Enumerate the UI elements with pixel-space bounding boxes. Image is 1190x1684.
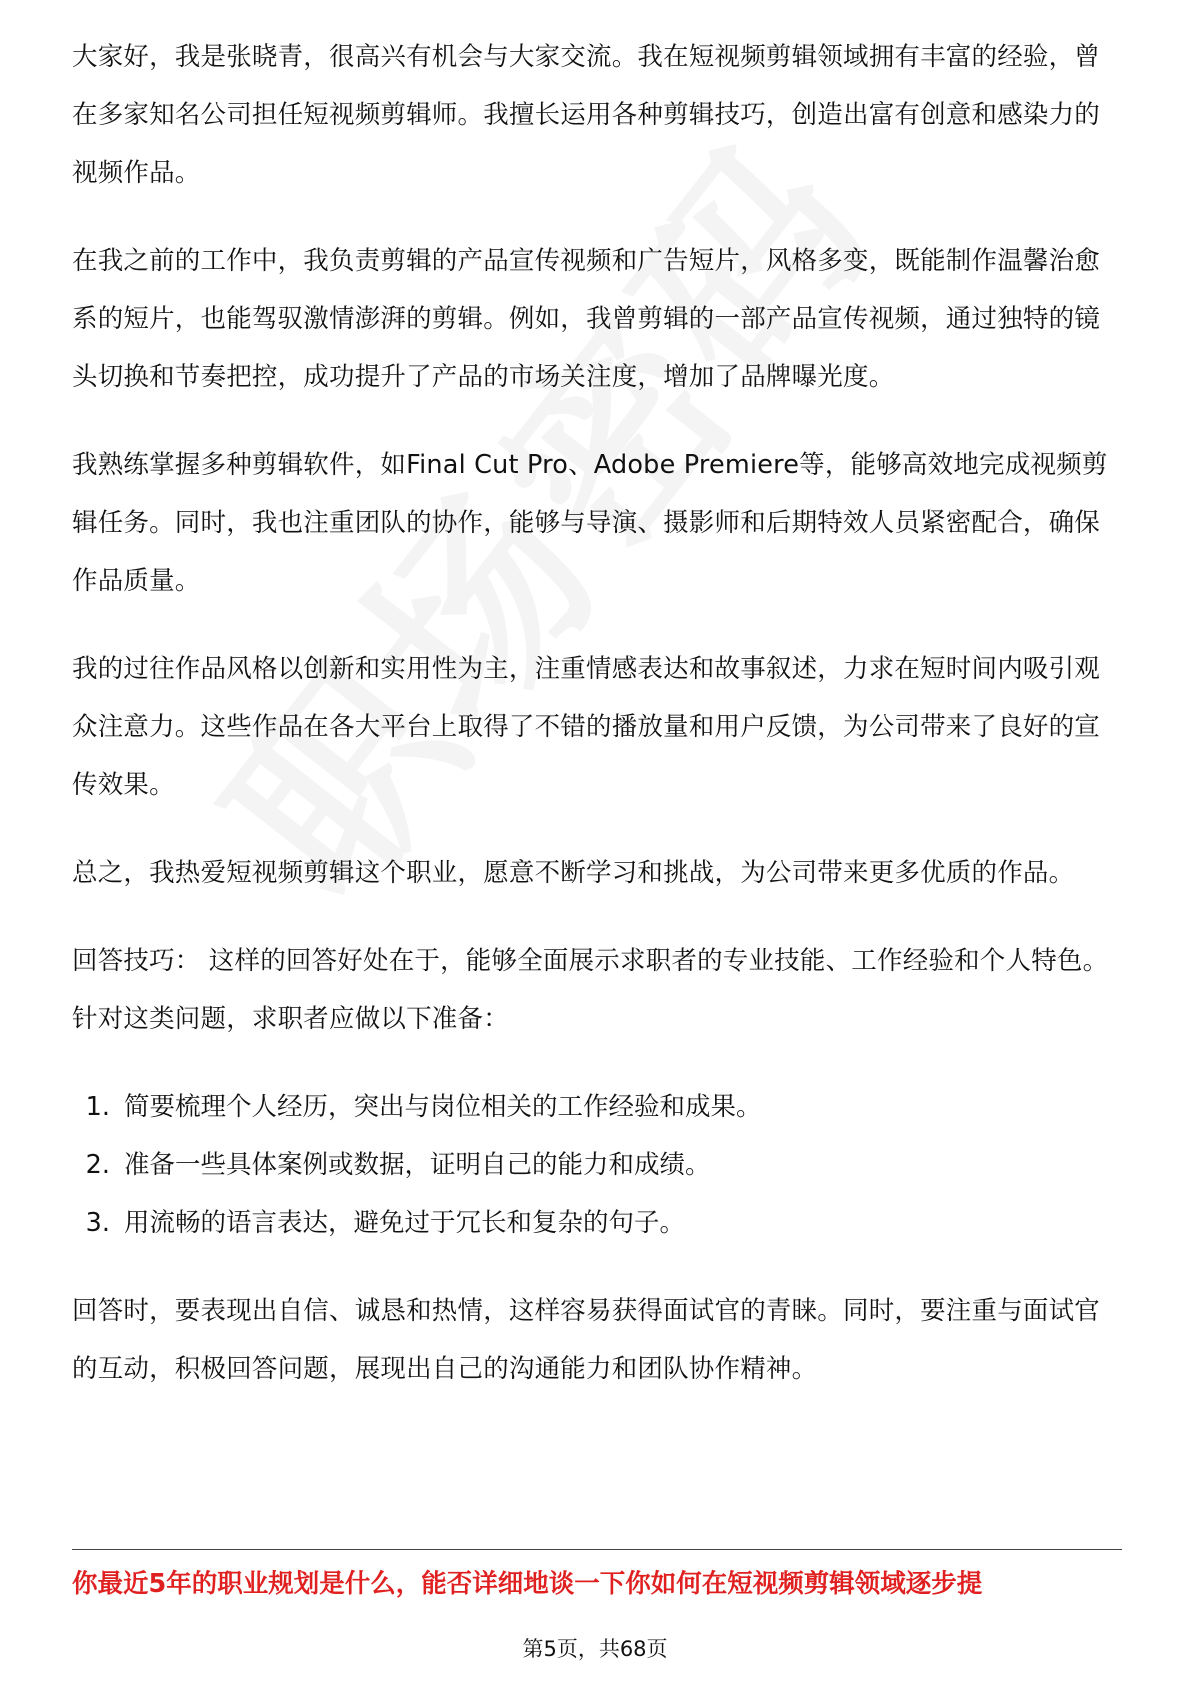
list-item bbox=[72, 1194, 1122, 1252]
document-body bbox=[72, 28, 1122, 1428]
intro-paragraph: 大家好，我是张晓青，很高兴有机会与大家交流。我在短视频剪辑领域拥有丰富的经验，曾在多家知名公司担任短视频剪辑师。我擅长运用各种剪辑技巧，创造出富有创意和感染力的视频作品。 bbox=[72, 42, 1101, 188]
experience-paragraph: 在我之前的工作中，我负责剪辑的产品宣传视频和广告短片，风格多变，既能制作温馨治愈系的短片，也能驾驭激情澎湃的剪辑。例如，我曾剪辑的一部产品宣传视频，通过独特的镜头切换和节奏把控，成功提升了产品的市场关注度，增加了品牌曝光度。 bbox=[72, 246, 1101, 392]
answer-tips-paragraph: 回答技巧： 这样的回答好处在于，能够全面展示求职者的专业技能、工作经验和个人特色。针对这类问题，求职者应做以下准备： bbox=[72, 946, 1109, 1034]
list-item-text: 用流畅的语言表达，避免过于冗长和复杂的句子。 bbox=[124, 1208, 686, 1238]
tips-list bbox=[72, 1078, 1122, 1252]
closing-paragraph: 回答时，要表现出自信、诚恳和热情，这样容易获得面试官的青睐。同时，要注重与面试官的互动，积极回答问题，展现出自己的沟通能力和团队协作精神。 bbox=[72, 1296, 1101, 1384]
list-item bbox=[72, 1078, 1122, 1136]
next-question-heading: 你最近5年的职业规划是什么，能否详细地谈一下你如何在短视频剪辑领域逐步提 bbox=[72, 1569, 983, 1599]
style-paragraph: 我的过往作品风格以创新和实用性为主，注重情感表达和故事叙述，力求在短时间内吸引观众注意力。这些作品在各大平台上取得了不错的播放量和用户反馈，为公司带来了良好的宣传效果。 bbox=[72, 654, 1101, 800]
section-divider bbox=[72, 1549, 1122, 1550]
list-item bbox=[72, 1136, 1122, 1194]
page-number-footer: 第5页，共68页 bbox=[522, 1637, 668, 1661]
summary-paragraph: 总之，我热爱短视频剪辑这个职业，愿意不断学习和挑战，为公司带来更多优质的作品。 bbox=[72, 858, 1075, 888]
list-item-number: 2. bbox=[85, 1150, 110, 1180]
skills-paragraph: 我熟练掌握多种剪辑软件，如Final Cut Pro、Adobe Premiere等，能够高效地完成视频剪辑任务。同时，我也注重团队的协作，能够与导演、摄影师和后期特效人员紧密配合，确保作品质量。 bbox=[72, 450, 1108, 596]
list-item-number: 1. bbox=[85, 1092, 110, 1122]
list-item-text: 简要梳理个人经历，突出与岗位相关的工作经验和成果。 bbox=[124, 1092, 762, 1122]
list-item-number: 3. bbox=[85, 1208, 110, 1238]
list-item-text: 准备一些具体案例或数据，证明自己的能力和成绩。 bbox=[124, 1150, 711, 1180]
